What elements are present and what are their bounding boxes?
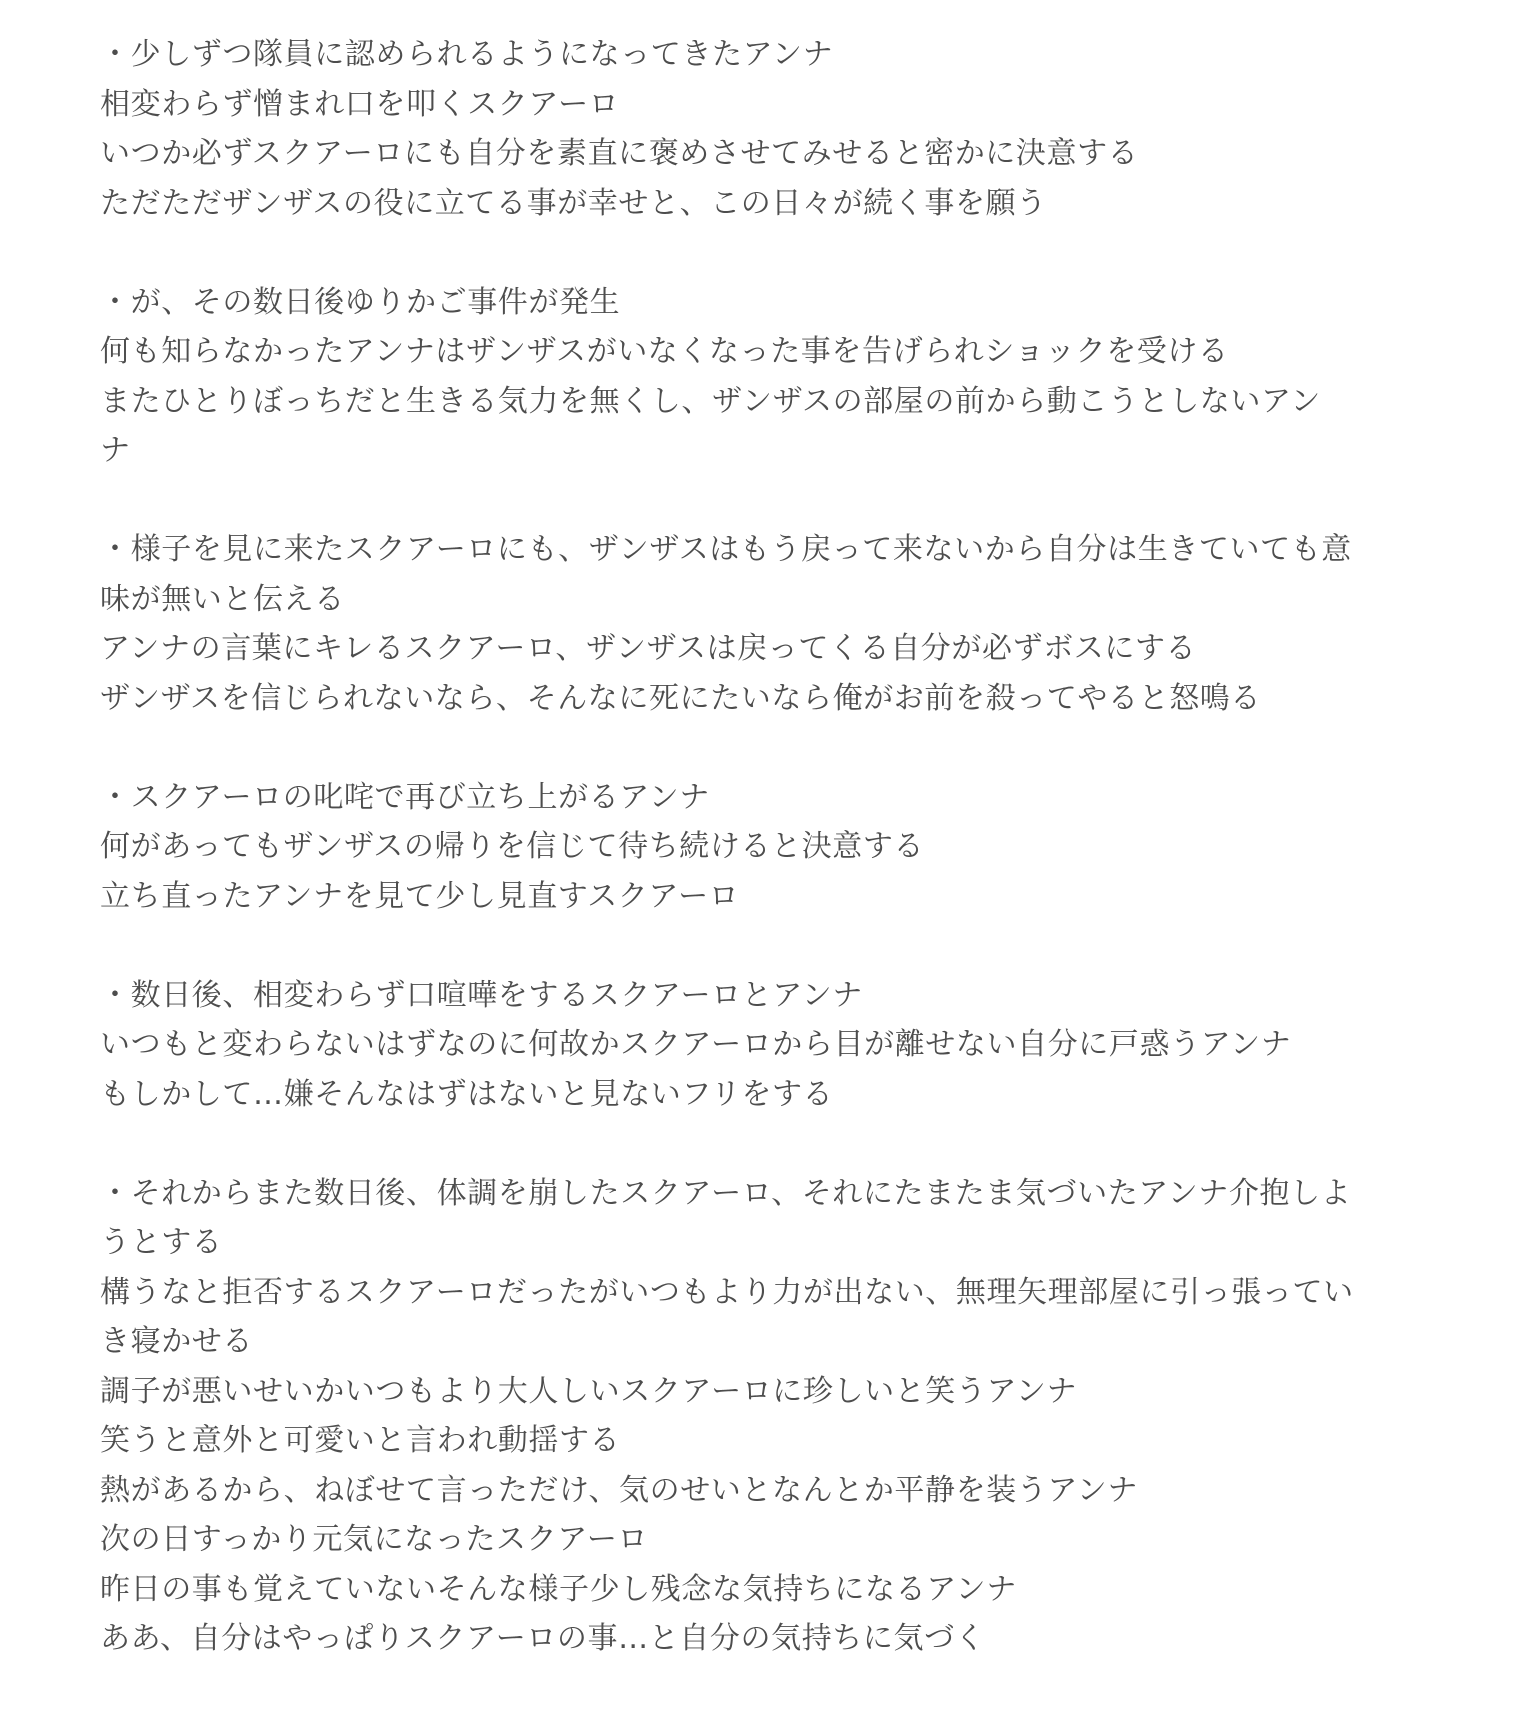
- text-line: 相変わらず憎まれ口を叩くスクアーロ: [100, 86, 620, 122]
- text-line: ・様子を見に来たスクアーロにも、ザンザスはもう戻って来ないから自分は生きていても意: [100, 532, 1352, 567]
- text-line: ・が、その数日後ゆりかご事件が発生: [100, 284, 621, 320]
- paragraph-spacer: [100, 723, 1440, 773]
- paragraph-spacer: [100, 1119, 1440, 1169]
- text-line: ・数日後、相変わらず口喧嘩をするスクアーロとアンナ: [100, 977, 863, 1013]
- text-line: 熱があるから、ねぼせて言っただけ、気のせいとなんとか平静を装うアンナ: [100, 1472, 1138, 1508]
- text-line: 何も知らなかったアンナはザンザスがいなくなった事を告げられショックを受ける: [100, 334, 1229, 369]
- paragraph-spacer: [100, 228, 1440, 278]
- text-line: 立ち直ったアンナを見て少し見直すスクアーロ: [100, 878, 740, 914]
- text-line: いつか必ずスクアーロにも自分を素直に褒めさせてみせると密かに決意する: [100, 136, 1139, 171]
- paragraph-spacer: [100, 476, 1440, 526]
- text-line: またひとりぼっちだと生きる気力を無くし、ザンザスの部屋の前から動こうとしないアン: [100, 383, 1321, 419]
- paragraph-2: [100, 278, 1440, 476]
- paragraph-spacer: [100, 921, 1440, 971]
- text-line: 何があってもザンザスの帰りを信じて待ち続けると決意する: [100, 829, 925, 864]
- text-line: ・スクアーロの叱咤で再び立ち上がるアンナ: [100, 779, 710, 815]
- paragraph-1: [100, 30, 1440, 228]
- text-line: 次の日すっかり元気になったスクアーロ: [100, 1522, 649, 1557]
- text-line: アンナの言葉にキレるスクアーロ、ザンザスは戻ってくる自分が必ずボスにする: [100, 631, 1197, 666]
- text-line: ああ、自分はやっぱりスクアーロの事…と自分の気持ちに気づく: [100, 1621, 986, 1656]
- text-line: もしかして…嫌そんなはずはないと見ないフリをする: [100, 1076, 834, 1112]
- text-line: ただただザンザスの役に立てる事が幸せと、この日々が続く事を願う: [100, 185, 1047, 221]
- paragraph-4: [100, 773, 1440, 922]
- text-line: うとする: [100, 1225, 223, 1260]
- paragraph-6: [100, 1169, 1440, 1664]
- paragraph-5: [100, 971, 1440, 1120]
- text-line: ・それからまた数日後、体調を崩したスクアーロ、それにたまたま気づいたアンナ介抱しよ: [100, 1175, 1352, 1211]
- text-line: 笑うと意外と可愛いと言われ動揺する: [100, 1423, 621, 1458]
- text-line: 味が無いと伝える: [100, 581, 345, 617]
- paragraph-3: [100, 525, 1440, 723]
- text-line: ・少しずつ隊員に認められるようになってきたアンナ: [100, 37, 834, 72]
- text-line: 昨日の事も覚えていないそんな様子少し残念な気持ちになるアンナ: [100, 1571, 1017, 1607]
- plot-outline-text: [100, 30, 1440, 1664]
- text-line: き寝かせる: [100, 1324, 253, 1359]
- text-line: ナ: [100, 433, 131, 468]
- text-line: 調子が悪いせいかいつもより大人しいスクアーロに珍しいと笑うアンナ: [100, 1373, 1078, 1409]
- text-line: いつもと変わらないはずなのに何故かスクアーロから目が離せない自分に戸惑うアンナ: [100, 1027, 1292, 1062]
- text-line: 構うなと拒否するスクアーロだったがいつもより力が出ない、無理矢理部屋に引っ張ってい: [100, 1274, 1354, 1310]
- text-line: ザンザスを信じられないなら、そんなに死にたいなら俺がお前を殺ってやると怒鳴る: [100, 680, 1261, 716]
